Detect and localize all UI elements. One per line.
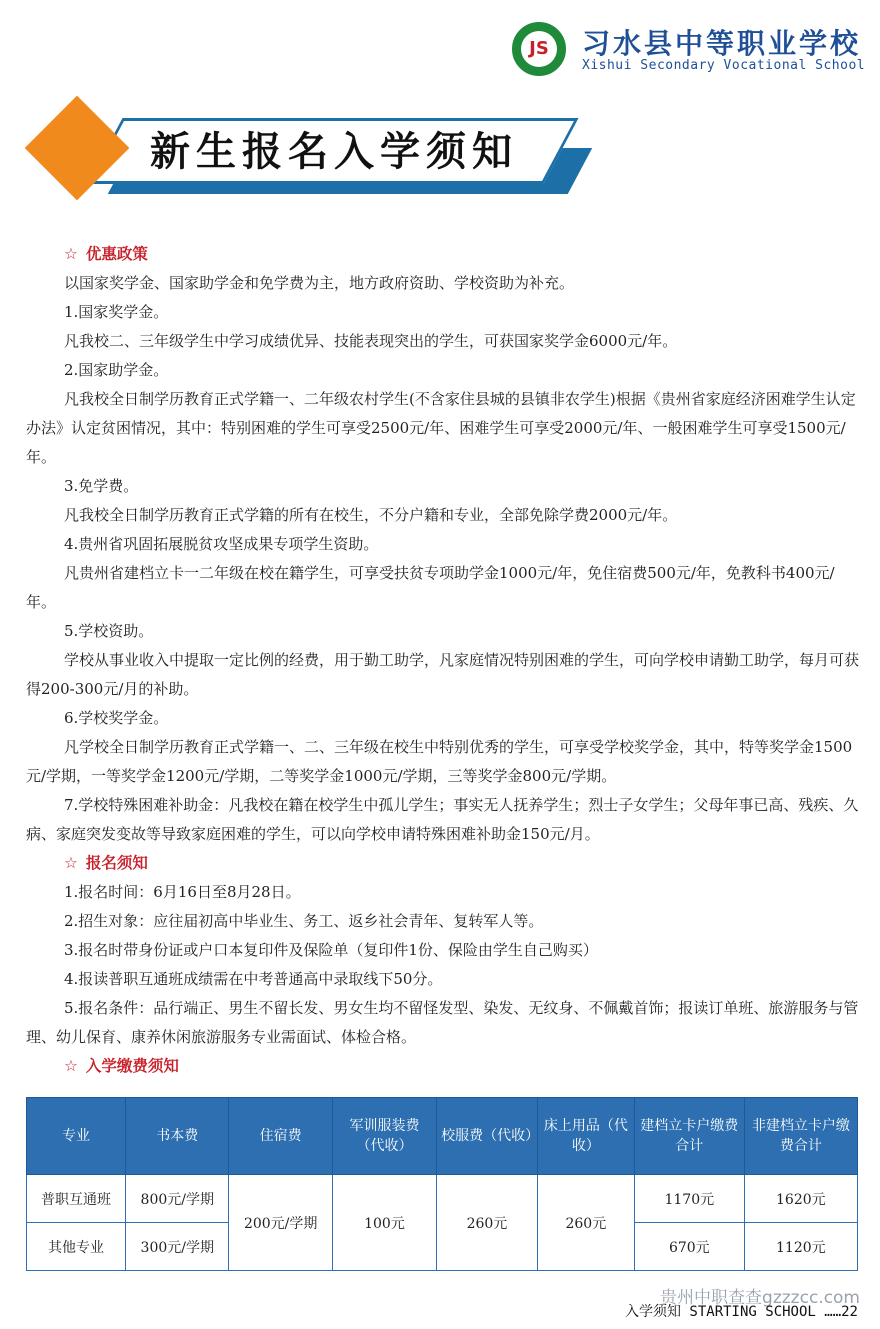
col-total-card: 建档立卡户缴费合计 xyxy=(634,1098,744,1175)
cell-book: 300元/学期 xyxy=(126,1223,229,1271)
cell-major: 普职互通班 xyxy=(27,1175,126,1223)
registration-item: 1.报名时间：6月16日至8月28日。 xyxy=(64,883,301,901)
registration-item: 4.报读普职互通班成绩需在中考普通高中录取线下50分。 xyxy=(64,970,443,988)
section-heading-policy xyxy=(26,240,864,269)
registration-item: 3.报名时带身份证或户口本复印件及保险单（复印件1份、保险由学生自己购买） xyxy=(64,941,598,959)
col-bedding: 床上用品（代收） xyxy=(537,1098,634,1175)
registration-item: 5.报名条件：品行端正、男生不留长发、男女生均不留怪发型、染发、无纹身、不佩戴首饰；报读订单班、旅游服务与管理、幼儿保育、康养休闲旅游服务专业需面试、体检合格。 xyxy=(26,999,859,1046)
col-lodging: 住宿费 xyxy=(229,1098,332,1175)
star-icon: ☆ xyxy=(64,1057,78,1075)
section-title: 优惠政策 xyxy=(85,245,148,263)
col-total-noncard: 非建档立卡户缴费合计 xyxy=(744,1098,857,1175)
table-row xyxy=(27,1175,858,1223)
col-uniform: 军训服装费（代收） xyxy=(332,1098,436,1175)
school-name-en: Xishui Secondary Vocational School xyxy=(582,58,866,73)
col-book: 书本费 xyxy=(126,1098,229,1175)
policy-item-heading: 1.国家奖学金。 xyxy=(64,303,169,321)
policy-item-text: 凡我校全日制学历教育正式学籍一、二年级农村学生(不含家住县城的县镇非农学生)根据《贵州省家庭经济困难学生认定办法》认定贫困情况，其中：特别困难的学生可享受2500元/年、困难学生可享受2000元/年、一般困难学生可享受1500元/年。 xyxy=(26,390,856,466)
registration-item: 2.招生对象：应往届初高中毕业生、务工、返乡社会青年、复转军人等。 xyxy=(64,912,544,930)
notice-content xyxy=(26,240,864,1081)
policy-item-heading: 4.贵州省巩固拓展脱贫攻坚成果专项学生资助。 xyxy=(64,535,379,553)
star-icon: ☆ xyxy=(64,854,78,872)
page-title: 新生报名入学须知 xyxy=(150,129,518,175)
page-footer: 入学须知 STARTING SCHOOL ……22 xyxy=(624,1304,858,1320)
policy-item-heading: 6.学校奖学金。 xyxy=(64,709,169,727)
school-header xyxy=(512,22,866,80)
school-name-cn: 习水县中等职业学校 xyxy=(582,27,862,60)
fee-table xyxy=(26,1097,858,1271)
cell-total-noncard: 1120元 xyxy=(744,1223,857,1271)
col-major: 专业 xyxy=(27,1098,126,1175)
cell-lodging: 200元/学期 xyxy=(229,1175,332,1271)
cell-bedding: 260元 xyxy=(537,1175,634,1271)
section-title: 报名须知 xyxy=(85,854,148,872)
section-heading-registration xyxy=(26,849,864,878)
section-heading-fees xyxy=(26,1052,864,1081)
policy-item-heading: 5.学校资助。 xyxy=(64,622,154,640)
cell-major: 其他专业 xyxy=(27,1223,126,1271)
policy-item-heading: 2.国家助学金。 xyxy=(64,361,169,379)
school-logo xyxy=(512,22,566,76)
policy-item-text: 凡贵州省建档立卡一二年级在校在籍学生，可享受扶贫专项助学金1000元/年，免住宿费500元/年，免教科书400元/年。 xyxy=(26,564,835,611)
star-icon: ☆ xyxy=(64,245,78,263)
cell-school-uniform: 260元 xyxy=(437,1175,538,1271)
policy-item-text: 凡学校全日制学历教育正式学籍一、二、三年级在校生中特别优秀的学生，可享受学校奖学金，其中，特等奖学金1500元/学期，一等奖学金1200元/学期，二等奖学金1000元/学期，三等奖学金800元/学期。 xyxy=(26,738,853,785)
cell-total-card: 670元 xyxy=(634,1223,744,1271)
school-logo-mark: JS xyxy=(521,31,557,67)
table-header-row xyxy=(27,1098,858,1175)
cell-total-card: 1170元 xyxy=(634,1175,744,1223)
cell-total-noncard: 1620元 xyxy=(744,1175,857,1223)
section-title: 入学缴费须知 xyxy=(85,1057,179,1075)
cell-uniform: 100元 xyxy=(332,1175,436,1271)
policy-item-text: 凡我校二、三年级学生中学习成绩优异、技能表现突出的学生，可获国家奖学金6000元/年。 xyxy=(64,332,678,350)
watermark: 贵州中职查查gzzzcc.com xyxy=(660,1288,860,1308)
policy-item-text: 学校从事业收入中提取一定比例的经费，用于勤工助学，凡家庭情况特别困难的学生，可向学校申请勤工助学，每月可获得200-300元/月的补助。 xyxy=(26,651,860,698)
cell-book: 800元/学期 xyxy=(126,1175,229,1223)
policy-item-text: 凡我校全日制学历教育正式学籍的所有在校生，不分户籍和专业，全部免除学费2000元/年。 xyxy=(64,506,678,524)
policy-item-heading: 3.免学费。 xyxy=(64,477,139,495)
policy-intro: 以国家奖学金、国家助学金和免学费为主，地方政府资助、学校资助为补充。 xyxy=(64,274,575,292)
policy-item-text: 7.学校特殊困难补助金：凡我校在籍在校学生中孤儿学生；事实无人抚养学生；烈士子女学生；父母年事已高、残疾、久病、家庭突发变故等导致家庭困难的学生，可以向学校申请特殊困难补助金150元/月。 xyxy=(26,796,859,843)
col-school-uniform: 校服费（代收） xyxy=(437,1098,538,1175)
